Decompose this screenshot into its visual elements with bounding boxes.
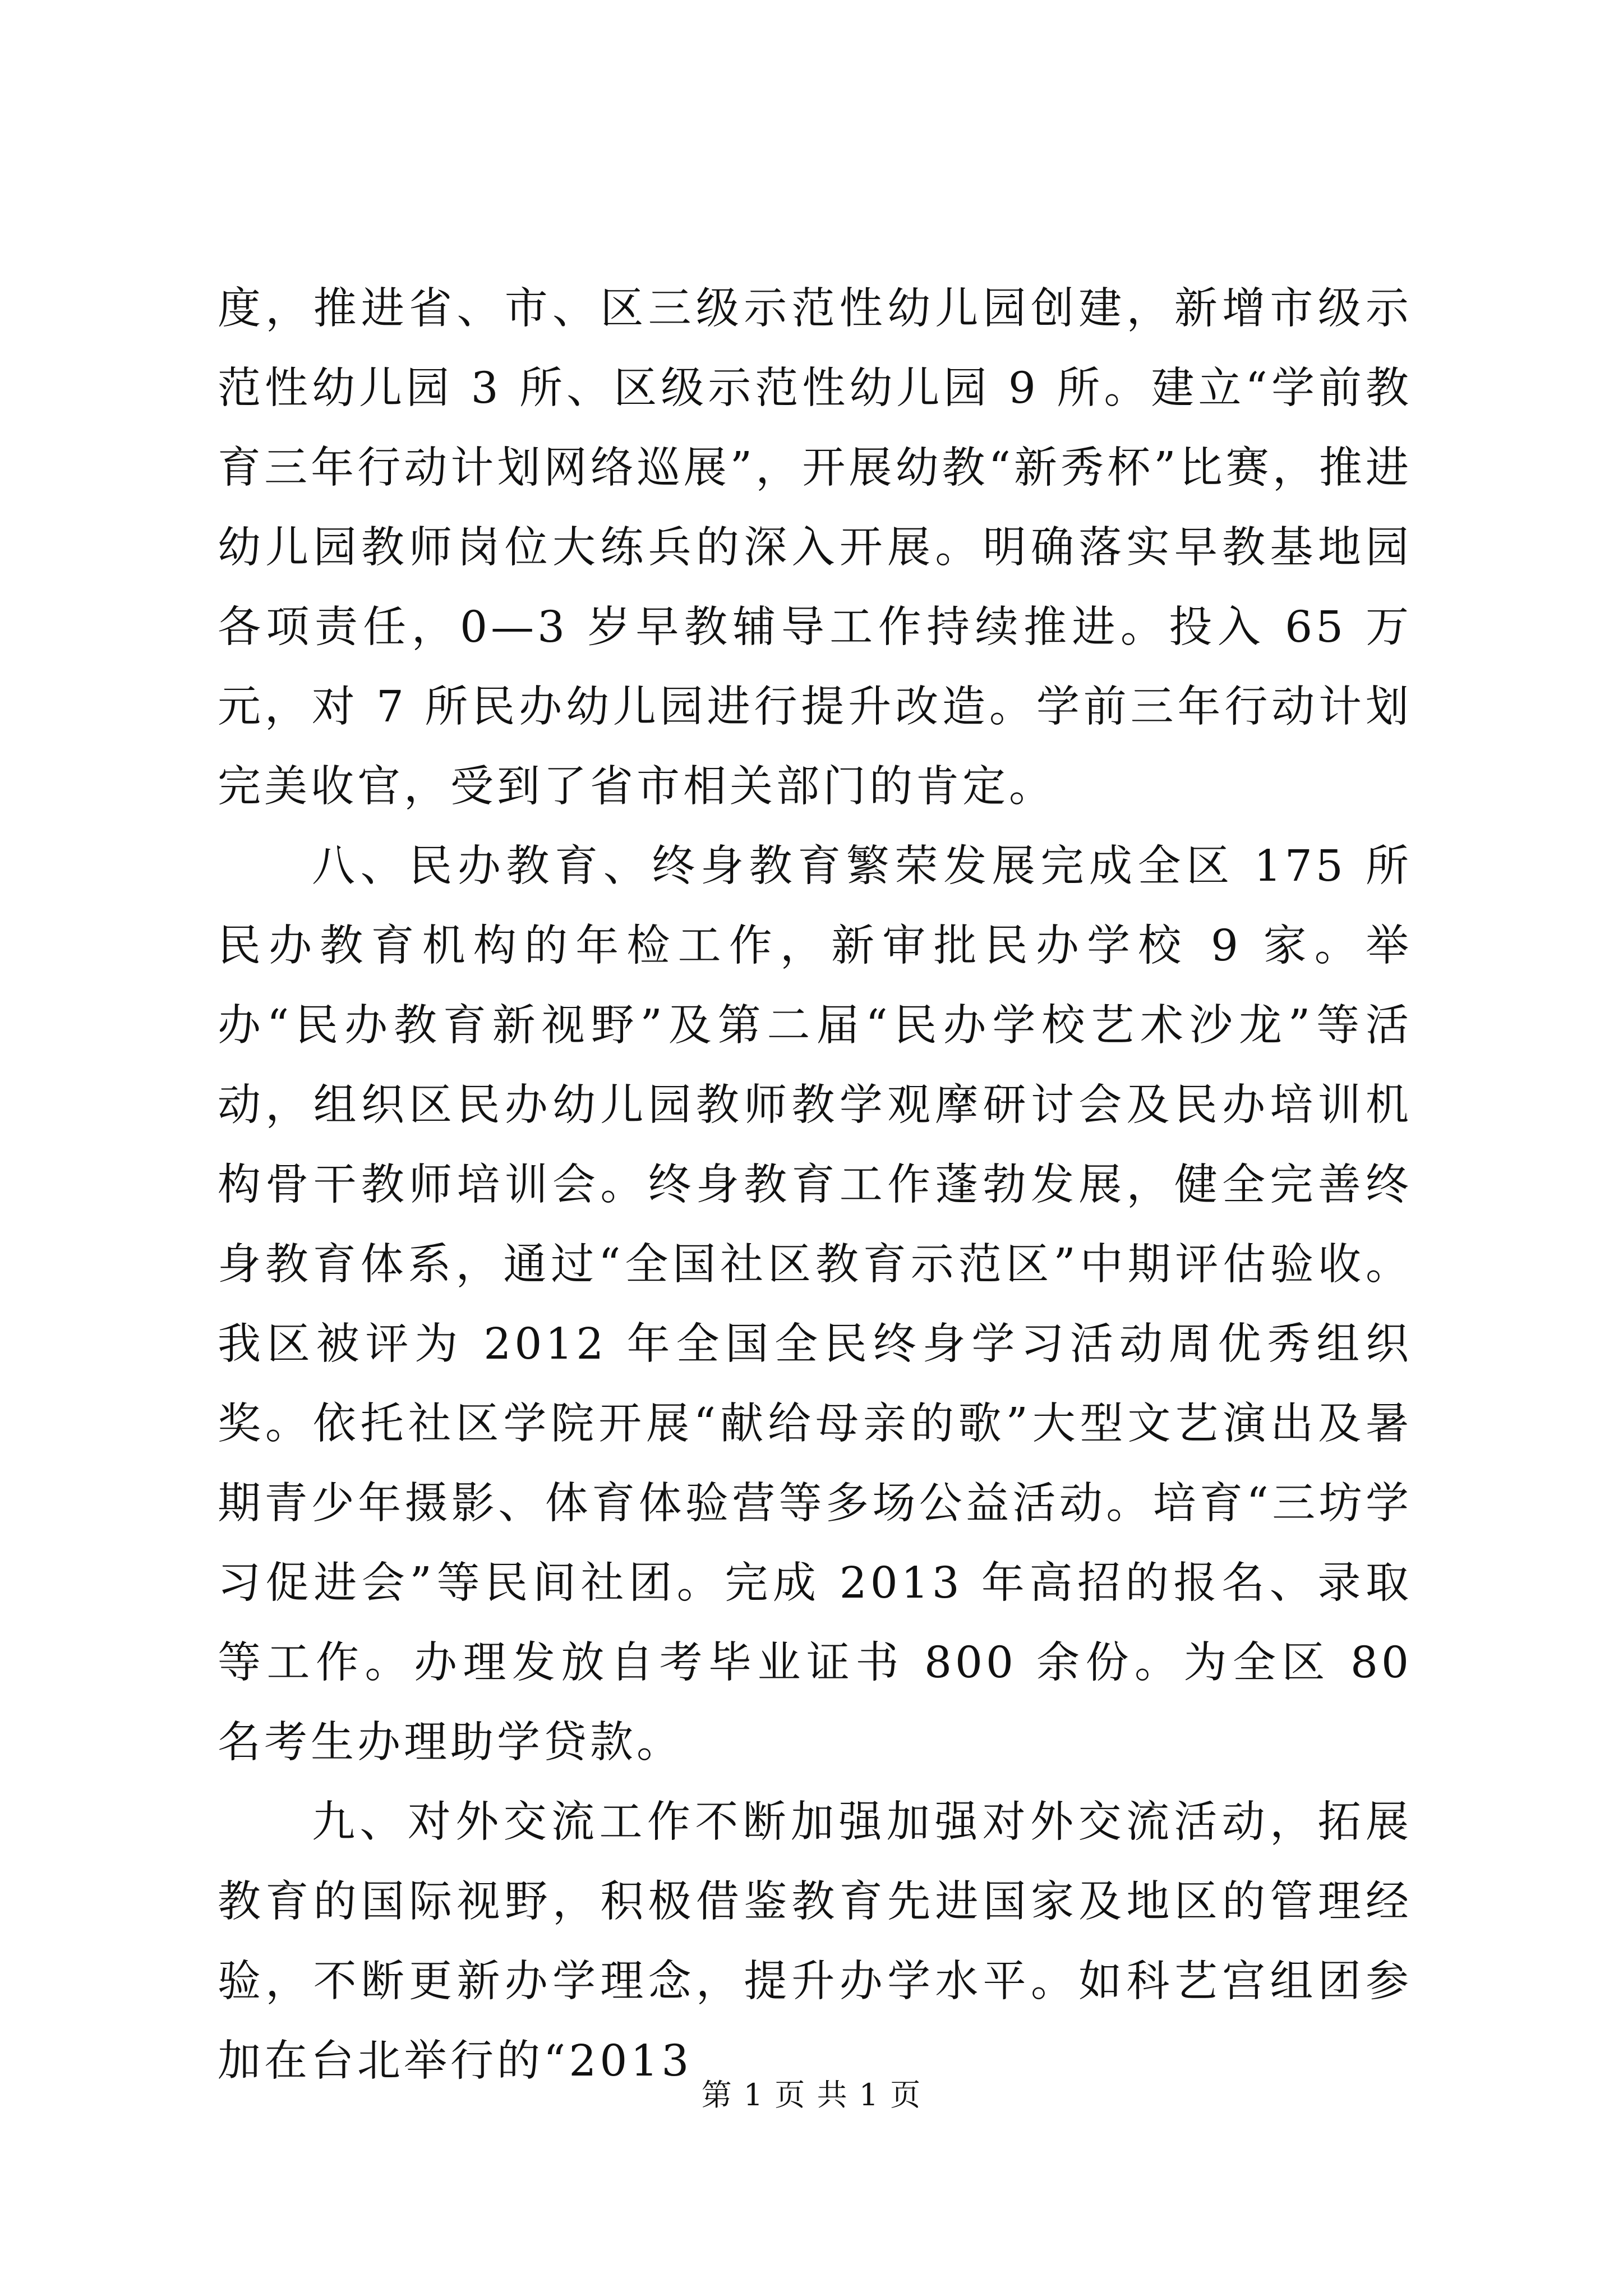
- paragraph-section-9-external-exchange: 九、对外交流工作不断加强加强对外交流活动，拓展教育的国际视野，积极借鉴教育先进国家及地区的管理经验，不断更新办学理念，提升办学水平。如科艺宫组团参加在台北举行的“2013: [218, 1797, 1412, 2086]
- document-body: [218, 269, 1412, 2101]
- page-footer: 第 1 页 共 1 页: [701, 2077, 922, 2113]
- paragraph-section-8-private-lifelong-education: 八、民办教育、终身教育繁荣发展完成全区 175 所民办教育机构的年检工作，新审批民办学校 9 家。举办“民办教育新视野”及第二届“民办学校艺术沙龙”等活动，组织区民办幼儿园教师教学观摩研讨会及民办培训机构骨干教师培训会。终身教育工作蓬勃发展，健全完善终身教育体系，通过“全国社区教育示范区”中期评估验收。我区被评为 2012 年全国全民终身学习活动周优秀组织奖。依托社区学院开展“献给母亲的歌”大型文艺演出及暑期青少年摄影、体育体验营等多场公益活动。培育“三坊学习促进会”等民间社团。完成 2013 年高招的报名、录取等工作。办理发放自考毕业证书 800 余份。为全区 80 名考生办理助学贷款。: [218, 841, 1412, 1768]
- paragraph-preschool-continued: 度，推进省、市、区三级示范性幼儿园创建，新增市级示范性幼儿园 3 所、区级示范性幼儿园 9 所。建立“学前教育三年行动计划网络巡展”，开展幼教“新秀杯”比赛，推进幼儿园教师岗位大练兵的深入开展。明确落实早教基地园各项责任，0—3 岁早教辅导工作持续推进。投入 65 万元，对 7 所民办幼儿园进行提升改造。学前三年行动计划完美收官，受到了省市相关部门的肯定。: [218, 284, 1412, 812]
